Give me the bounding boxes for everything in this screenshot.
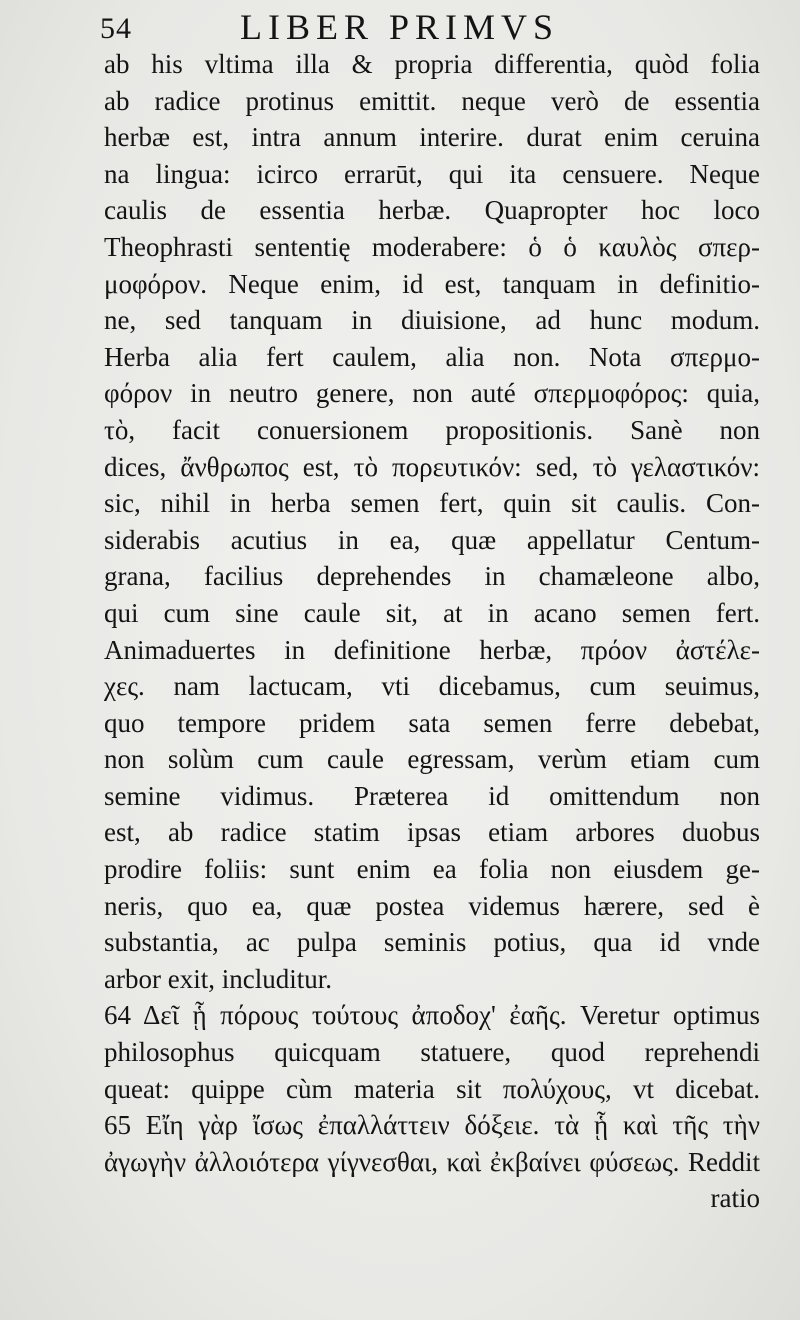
text-line: ne, sed tanquam in diuisione, ad hunc modum. <box>104 305 760 336</box>
text-line: non solùm cum caule egressam, verùm etiam cum <box>104 744 760 775</box>
text-line: quo tempore pridem sata semen ferre debebat, <box>104 707 760 738</box>
text-line: ἀγωγὴν ἀλλοιότερα γίγνεσθαι, καὶ ἐκβαίνει φύσεως. Reddit <box>104 1146 760 1177</box>
page-number: 54 <box>100 12 132 45</box>
text-line: χες. nam lactucam, vti dicebamus, cum seuimus, <box>104 671 760 702</box>
text-line: μοφόρον. Neque enim, id est, tanquam in definitio- <box>104 268 760 299</box>
text-line: ab radice protinus emittit. neque verò de essentia <box>104 85 760 116</box>
text-line: semine vidimus. Præterea id omittendum non <box>104 780 760 811</box>
text-line: arbor exit, includitur. <box>104 963 332 994</box>
text-line: na lingua: icirco errarūt, qui ita censuere. Neque <box>104 158 760 189</box>
text-line: Animaduertes in definitione herbæ, πρόον ἀστέλε- <box>104 634 760 665</box>
text-line: τὸ, facit conuersionem propositionis. Sanè non <box>104 414 760 445</box>
text-line: prodire foliis: sunt enim ea folia non eiusdem ge- <box>104 854 760 885</box>
text-line: siderabis acutius in ea, quæ appellatur Centum- <box>104 524 760 555</box>
running-head: LIBER PRIMVS <box>240 7 560 47</box>
text-line: sic, nihil in herba semen fert, quin sit caulis. Con- <box>104 488 760 519</box>
text-line: 64 Δεῖ ᾗ πόρους τούτους ἀποδοχ' ἐαῆς. Veretur optimus <box>104 1000 760 1031</box>
text-line: substantia, ac pulpa seminis potius, qua id vnde <box>104 927 760 958</box>
text-line: caulis de essentia herbæ. Quapropter hoc loco <box>104 195 760 226</box>
text-line: philosophus quicquam statuere, quod reprehendi <box>104 1037 760 1068</box>
text-line: dices, ἄνθρωπος est, τὸ πορευτικόν: sed, τὸ γελαστικόν: <box>104 451 760 482</box>
text-line: ab his vltima illa & propria differentia, quòd folia <box>104 49 760 79</box>
text-line: qui cum sine caule sit, at in acano semen fert. <box>104 597 760 628</box>
text-line: queat: quippe cùm materia sit πολύχους, vt dicebat. <box>104 1073 760 1104</box>
page-header <box>100 6 760 48</box>
text-line: grana, facilius deprehendes in chamæleone albo, <box>104 561 760 592</box>
text-line: 65 Εἴη γὰρ ἴσως ἐπαλλάττειν δόξειε. τὰ ᾗ καὶ τῆς τὴν <box>104 1110 760 1141</box>
text-line: Theophrasti sententię moderabere: ὁ ὁ καυλὸς σπερ- <box>104 231 760 262</box>
body-text <box>104 46 760 1217</box>
text-line: herbæ est, intra annum interire. durat enim ceruina <box>104 122 760 153</box>
text-line: Herba alia fert caulem, alia non. Nota σπερμο- <box>104 341 760 372</box>
text-line: ratio <box>710 1183 760 1214</box>
text-line: φόρον in neutro genere, non auté σπερμοφόρος: quia, <box>104 378 760 409</box>
text-line: est, ab radice statim ipsas etiam arbores duobus <box>104 817 760 848</box>
text-line: neris, quo ea, quæ postea videmus hærere, sed è <box>104 890 760 921</box>
